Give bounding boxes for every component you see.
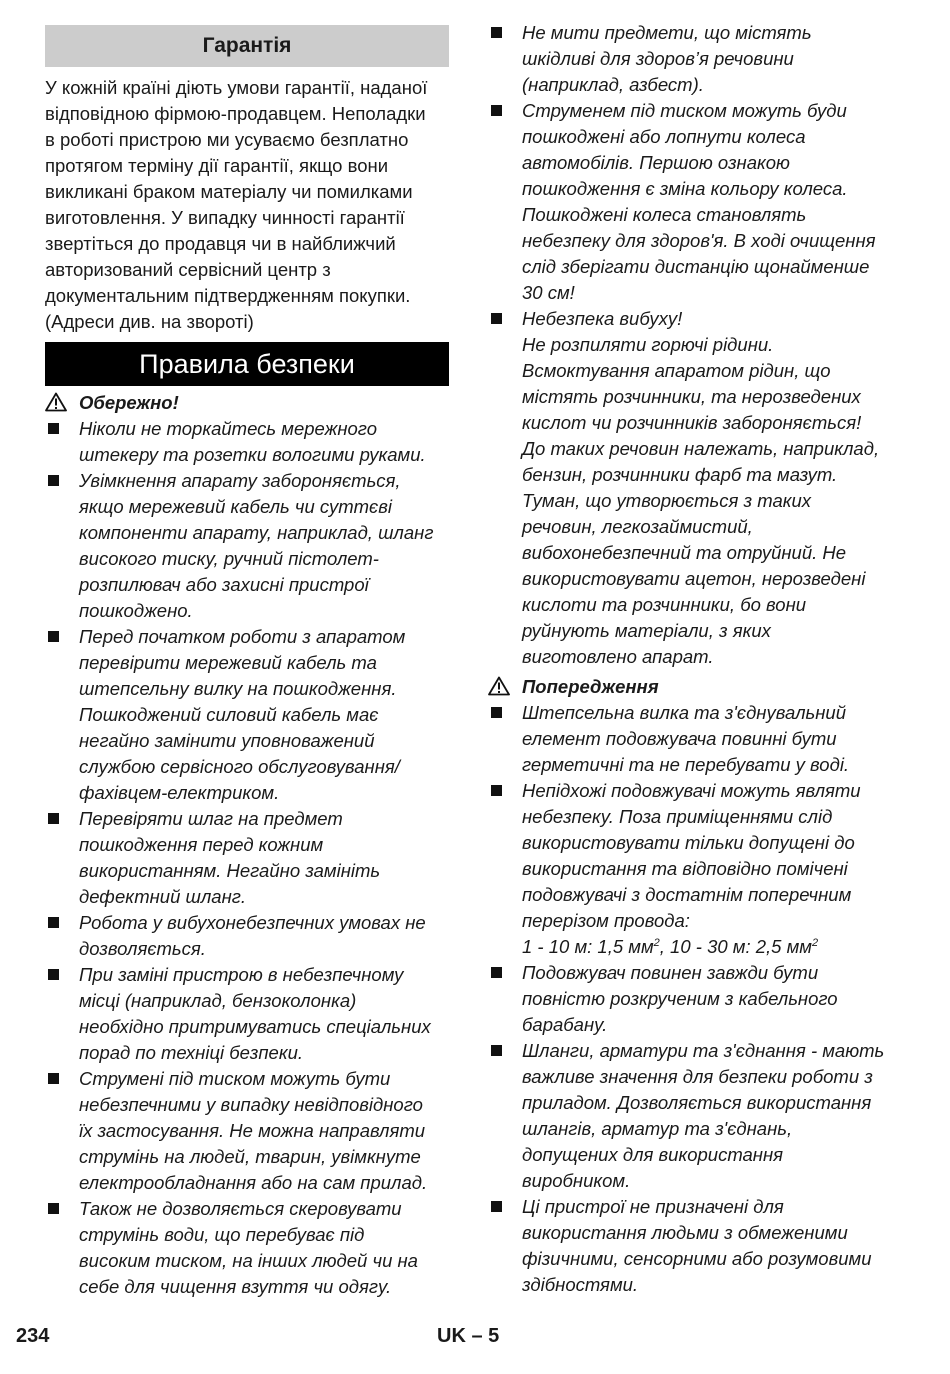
bullet-item-line: Непідхожі подовжувачі можуть являти <box>522 780 861 801</box>
caution-heading <box>45 390 449 416</box>
cable-spec-line <box>522 934 898 960</box>
bullet-item-line: використовувати ацетон, нерозведені <box>522 568 866 589</box>
square-bullet-icon <box>48 631 59 642</box>
right-column <box>488 20 898 1298</box>
bullet-item-line: Струмені під тиском можуть бути <box>79 1068 391 1089</box>
safety-heading <box>45 342 449 386</box>
bullet-item-line: небезпеку для здоров'я. В ході очищення <box>522 230 876 251</box>
bullet-item-line: порад по техніці безпеки. <box>79 1042 303 1063</box>
bullet-item <box>488 1194 898 1298</box>
bullet-item-line: Подовжувач повинен завжди бути <box>522 962 819 983</box>
bullet-item-line: Небезпека вибуху! <box>522 308 683 329</box>
warranty-line: в роботі пристрою ми усуваємо безплатно <box>45 129 409 150</box>
bullet-item-line: дозволяється. <box>79 938 206 959</box>
bullet-item-line: Перед початком роботи з апаратом <box>79 626 406 647</box>
bullet-item <box>45 1196 449 1300</box>
bullet-item <box>45 806 449 910</box>
safety-list-continued <box>488 20 898 670</box>
bullet-item-line: високим тиском, на інших людей чи на <box>79 1250 418 1271</box>
warranty-heading <box>45 25 449 67</box>
bullet-item-line: Всмоктування апаратом рідин, що <box>522 360 831 381</box>
bullet-item <box>488 960 898 1038</box>
warranty-line: протягом терміну дії гарантії, якщо вони <box>45 155 389 176</box>
square-bullet-icon <box>48 1203 59 1214</box>
warranty-line: відповідною фірмою-продавцем. Неполадки <box>45 103 426 124</box>
bullet-item-line: штекеру та розетки вологими руками. <box>79 444 426 465</box>
square-bullet-icon <box>48 917 59 928</box>
bullet-item <box>45 468 449 624</box>
bullet-item-line: допущених для використання <box>522 1144 784 1165</box>
warning-triangle-icon <box>45 392 67 412</box>
bullet-item <box>45 962 449 1066</box>
bullet-item <box>45 416 449 468</box>
bullet-item-line: Перевіряти шлаг на предмет <box>79 808 343 829</box>
bullet-item-line: виробником. <box>522 1170 631 1191</box>
bullet-item-line: використовувати тільки допущені до <box>522 832 855 853</box>
square-bullet-icon <box>491 785 502 796</box>
bullet-item-line: використанням. Негайно замініть <box>79 860 381 881</box>
square-bullet-icon <box>491 27 502 38</box>
bullet-item <box>488 1038 898 1194</box>
bullet-item-line: електрообладнання або на сам прилад. <box>79 1172 428 1193</box>
warranty-paragraph <box>45 75 449 335</box>
safety-title: Правила безпеки <box>139 348 355 379</box>
warning-list <box>488 700 898 1298</box>
bullet-item-line: кислоти та розчинники, бо вони <box>522 594 807 615</box>
square-bullet-icon <box>491 707 502 718</box>
bullet-item-line: Робота у вибухонебезпечних умовах не <box>79 912 426 933</box>
warning-label: Попередження <box>522 676 659 697</box>
bullet-item-line: штепсельну вилку на пошкодження. <box>79 678 397 699</box>
bullet-item-line: слід зберігати дистанцію щонайменше <box>522 256 870 277</box>
warning-heading <box>488 674 898 700</box>
bullet-item <box>488 700 898 778</box>
bullet-item-line: розпилювач або захисні пристрої <box>79 574 369 595</box>
warranty-line: викликані браком матеріалу чи помилками <box>45 181 413 202</box>
bullet-item-line: струмінь на людей, тварин, увімкнуте <box>79 1146 421 1167</box>
bullet-item-line: речовин, легкозаймистий, <box>522 516 753 537</box>
bullet-item-line: Струменем під тиском можуть буди <box>522 100 847 121</box>
bullet-item-line: компоненти апарату, наприклад, шланг <box>79 522 434 543</box>
bullet-item-line: Увімкнення апарату забороняється, <box>79 470 401 491</box>
bullet-item-line: перерізом провода: <box>522 910 690 931</box>
bullet-item-line: елемент подовжувача повинні бути <box>522 728 837 749</box>
caution-label: Обережно! <box>79 392 179 413</box>
bullet-item <box>45 1066 449 1196</box>
bullet-item-line: кислот чи розчинників забороняється! <box>522 412 862 433</box>
warning-triangle-icon <box>488 676 510 696</box>
cable-spec-text: , 10 - 30 м: 2,5 мм <box>659 936 812 957</box>
bullet-item-line: Пошкоджені колеса становлять <box>522 204 807 225</box>
bullet-item-line: шлангів, арматур та з'єднань, <box>522 1118 793 1139</box>
bullet-item-line: важливе значення для безпеки роботи з <box>522 1066 873 1087</box>
bullet-item-line: Не мити предмети, що містять <box>522 22 812 43</box>
bullet-item-line: Ці пристрої не призначені для <box>522 1196 784 1217</box>
superscript: 2 <box>811 936 819 949</box>
bullet-item-line: службою сервісного обслуговування/ <box>79 756 400 777</box>
bullet-item-line: До таких речовин належать, наприклад, <box>522 438 880 459</box>
square-bullet-icon <box>48 1073 59 1084</box>
bullet-item-line: Також не дозволяється скеровувати <box>79 1198 402 1219</box>
bullet-item-line: (наприклад, азбест). <box>522 74 704 95</box>
bullet-item <box>488 98 898 306</box>
section-label: UK – 5 <box>437 1325 500 1347</box>
bullet-item-line: автомобілів. Першою ознакою <box>522 152 790 173</box>
bullet-item-line: місці (наприклад, бензоколонка) <box>79 990 357 1011</box>
square-bullet-icon <box>491 967 502 978</box>
square-bullet-icon <box>491 1201 502 1212</box>
bullet-item-line: містять розчинники, та нерозведених <box>522 386 861 407</box>
bullet-item-line: перевірити мережевий кабель та <box>79 652 377 673</box>
bullet-item-line: вибохонебезпечний та отруйний. Не <box>522 542 847 563</box>
bullet-item-line: Ніколи не торкайтесь мережного <box>79 418 378 439</box>
square-bullet-icon <box>491 1045 502 1056</box>
bullet-item-line: небезпеку. Поза приміщеннями слід <box>522 806 833 827</box>
bullet-item-line: необхідно притримуватись спеціальних <box>79 1016 431 1037</box>
bullet-item-line: пошкоджені або лопнути колеса <box>522 126 806 147</box>
bullet-item-line: негайно замінити уповноважений <box>79 730 375 751</box>
bullet-item-line: використання людьми з обмеженими <box>522 1222 848 1243</box>
caution-list <box>45 416 449 1300</box>
bullet-item-line: герметичні та не перебувати у воді. <box>522 754 850 775</box>
bullet-item-line: фахівцем-електриком. <box>79 782 280 803</box>
bullet-item-line: пошкоджено. <box>79 600 193 621</box>
bullet-item-line: небезпечними у випадку невідповідного <box>79 1094 423 1115</box>
warranty-line: звертіться до продавця чи в найближчий <box>45 233 396 254</box>
bullet-item-line: струмінь води, що перебуває під <box>79 1224 365 1245</box>
bullet-item <box>488 778 898 960</box>
bullet-item-line: якщо мережевий кабель чи суттєві <box>79 496 392 517</box>
square-bullet-icon <box>491 105 502 116</box>
bullet-item-line: виготовлено апарат. <box>522 646 714 667</box>
page-number: 234 <box>16 1325 50 1347</box>
square-bullet-icon <box>48 969 59 980</box>
bullet-item <box>488 20 898 98</box>
bullet-item-line: повністю розкрученим з кабельного <box>522 988 838 1009</box>
superscript: 2 <box>653 936 660 949</box>
bullet-item-line: Туман, що утворюється з таких <box>522 490 812 511</box>
warranty-title: Гарантія <box>202 34 292 57</box>
bullet-item <box>45 624 449 806</box>
square-bullet-icon <box>48 813 59 824</box>
bullet-item-line: подовжувачі з достатнім поперечним <box>522 884 852 905</box>
bullet-item-line: Не розпиляти горючі рідини. <box>522 334 774 355</box>
warranty-line: У кожній країні діють умови гарантії, наданої <box>45 77 428 98</box>
square-bullet-icon <box>48 423 59 434</box>
bullet-item-line: барабану. <box>522 1014 608 1035</box>
bullet-item-line: використання та відповідно помічені <box>522 858 848 879</box>
bullet-item-line: себе для чищення взуття чи одягу. <box>79 1276 392 1297</box>
bullet-item-line: бензин, розчинники фарб та мазут. <box>522 464 838 485</box>
bullet-item-line: Штепсельна вилка та з'єднувальний <box>522 702 846 723</box>
bullet-item-line: їх застосування. Не можна направляти <box>79 1120 426 1141</box>
bullet-item-line: Шланги, арматури та з'єднання - мають <box>522 1040 885 1061</box>
bullet-item-line: пошкодження перед кожним <box>79 834 324 855</box>
bullet-item-line: руйнують матеріали, з яких <box>522 620 771 641</box>
bullet-item-line: 30 см! <box>522 282 575 303</box>
square-bullet-icon <box>48 475 59 486</box>
warranty-line: (Адреси див. на звороті) <box>45 311 254 332</box>
bullet-item-line: приладом. Дозволяється використання <box>522 1092 872 1113</box>
bullet-item-line: високого тиску, ручний пістолет- <box>79 548 379 569</box>
cable-spec-text: 1 - 10 м: 1,5 мм <box>522 936 654 957</box>
warranty-line: авторизований сервісний центр з <box>45 259 331 280</box>
left-column <box>45 25 449 1300</box>
bullet-item-line: дефектний шланг. <box>79 886 247 907</box>
bullet-item-line: фізичними, сенсорними або розумовими <box>522 1248 872 1269</box>
warranty-line: документальним підтвердженням покупки. <box>45 285 411 306</box>
warranty-line: виготовлення. У випадку чинності гарантії <box>45 207 405 228</box>
square-bullet-icon <box>491 313 502 324</box>
bullet-item-line: здібностями. <box>522 1274 639 1295</box>
bullet-item-line: шкідливі для здоров’я речовини <box>522 48 794 69</box>
bullet-item-line: Пошкоджений силовий кабель має <box>79 704 379 725</box>
bullet-item-line: При заміні пристрою в небезпечному <box>79 964 404 985</box>
bullet-item <box>488 306 898 670</box>
bullet-item <box>45 910 449 962</box>
bullet-item-line: пошкодження є зміна кольору колеса. <box>522 178 848 199</box>
